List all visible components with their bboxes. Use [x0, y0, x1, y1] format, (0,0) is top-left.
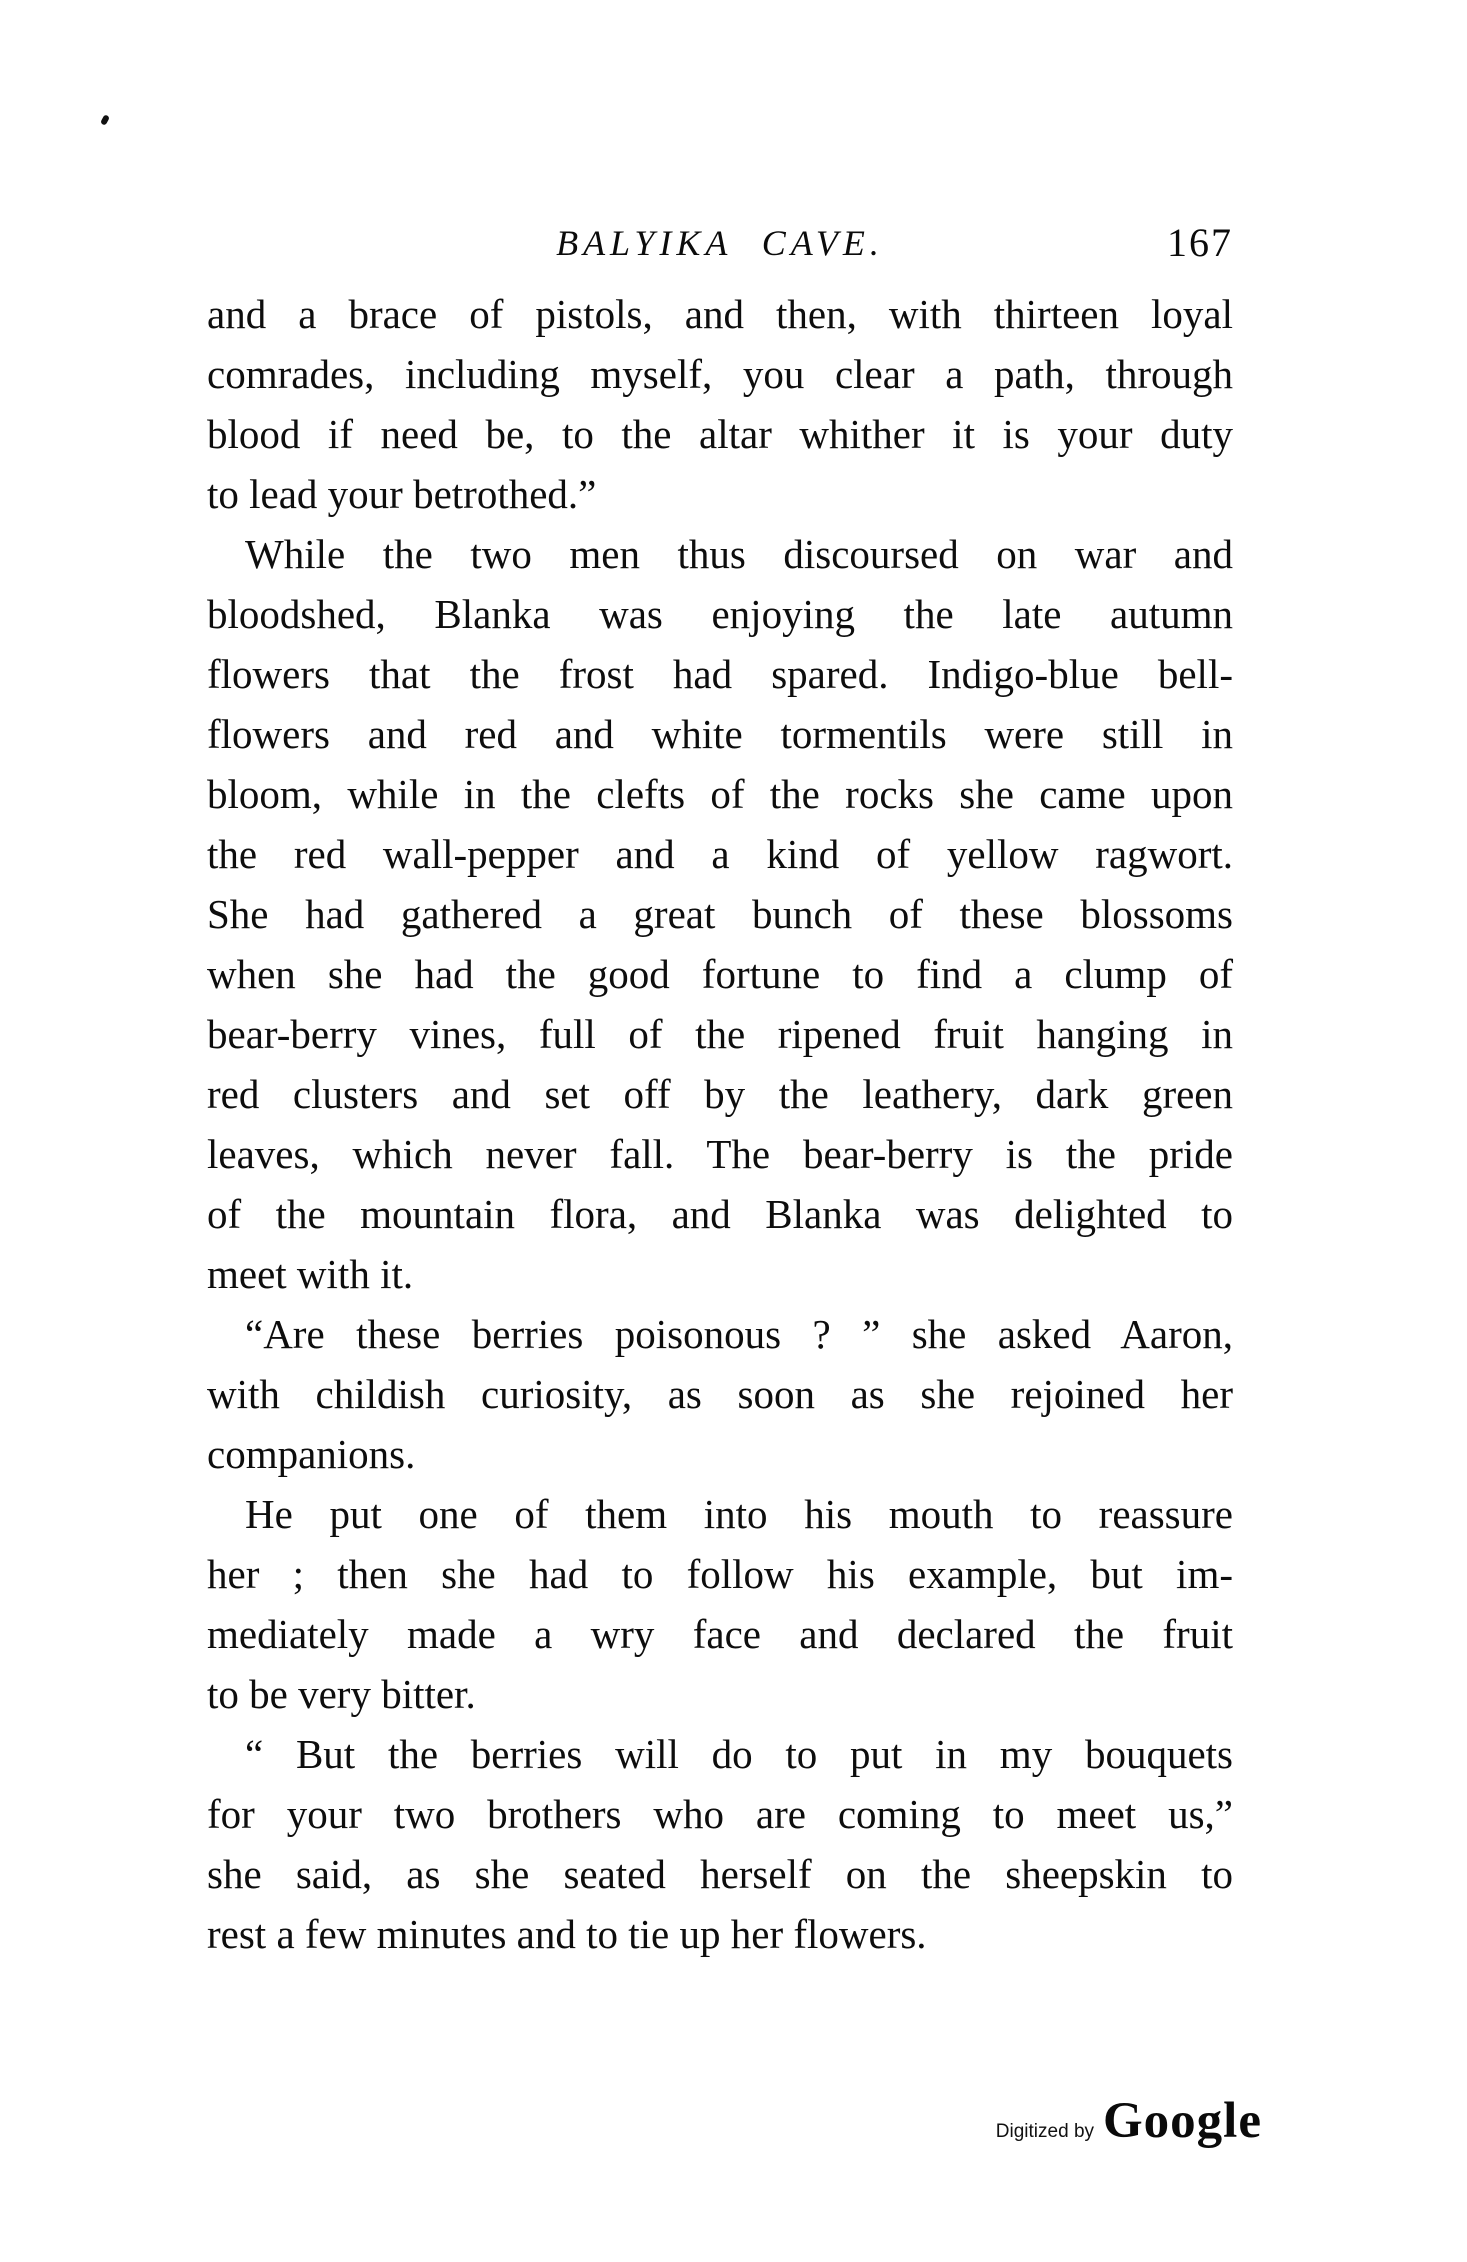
text-line: to be very bitter.: [207, 1671, 476, 1717]
text-line: “ But the berries will do to put in my bouquets: [245, 1731, 1233, 1777]
text-line: leaves, which never fall. The bear-berry is the pride: [207, 1131, 1233, 1177]
text-line: comrades, including myself, you clear a path, through: [207, 351, 1233, 397]
text-line: with childish curiosity, as soon as she rejoined her: [207, 1371, 1233, 1417]
text-line: bloodshed, Blanka was enjoying the late autumn: [207, 591, 1233, 637]
text-line: flowers and red and white tormentils were still in: [207, 711, 1233, 757]
google-logo: Google: [1103, 2093, 1262, 2149]
text-line: companions.: [207, 1431, 416, 1477]
text-line: the red wall-pepper and a kind of yellow ragwort.: [207, 831, 1233, 877]
text-line: blood if need be, to the altar whither it is your duty: [207, 411, 1233, 457]
text-line: She had gathered a great bunch of these blossoms: [207, 891, 1233, 937]
text-line: and a brace of pistols, and then, with thirteen loyal: [207, 291, 1233, 337]
text-line: bear-berry vines, full of the ripened fruit hanging in: [207, 1011, 1233, 1057]
text-line: for your two brothers who are coming to meet us,”: [207, 1791, 1233, 1837]
text-line: rest a few minutes and to tie up her flowers.: [207, 1911, 927, 1957]
text-line: mediately made a wry face and declared the fruit: [207, 1611, 1233, 1657]
text-line: to lead your betrothed.”: [207, 471, 597, 517]
text-line: bloom, while in the clefts of the rocks she came upon: [207, 771, 1233, 817]
text-line: He put one of them into his mouth to reassure: [245, 1491, 1233, 1537]
digitized-by-label: Digitized by: [995, 2121, 1095, 2142]
text-line: her ; then she had to follow his example, but im-: [207, 1551, 1233, 1597]
text-line: of the mountain flora, and Blanka was delighted to: [207, 1191, 1233, 1237]
text-line: she said, as she seated herself on the sheepskin to: [207, 1851, 1233, 1897]
ink-speck-artifact: [100, 114, 110, 126]
text-line: While the two men thus discoursed on war and: [245, 531, 1233, 577]
text-line: meet with it.: [207, 1251, 414, 1297]
page-number: 167: [1167, 220, 1233, 265]
page-body: [207, 284, 1233, 1964]
digitized-by-mark: [996, 2092, 1262, 2150]
page-header: [207, 218, 1233, 268]
text-line: flowers that the frost had spared. Indigo-blue bell-: [207, 651, 1233, 697]
text-line: when she had the good fortune to find a clump of: [207, 951, 1233, 997]
text-line: “Are these berries poisonous ? ” she asked Aaron,: [245, 1311, 1233, 1357]
running-title: BALYIKA CAVE.: [556, 223, 884, 263]
text-line: red clusters and set off by the leathery, dark green: [207, 1071, 1233, 1117]
